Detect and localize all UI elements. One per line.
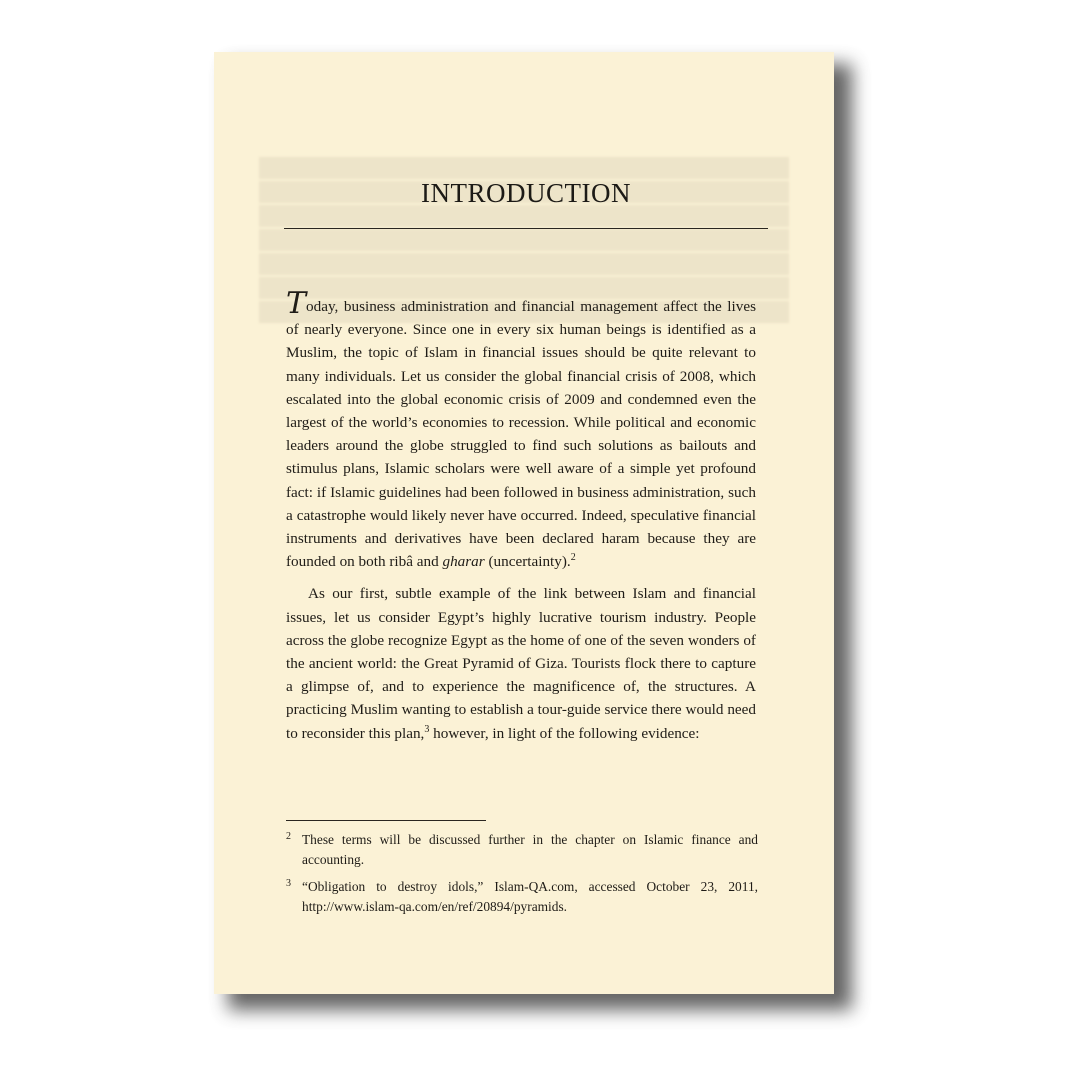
paragraph-2 xyxy=(286,582,756,744)
footnote-number: 2 xyxy=(286,831,291,842)
footnote-ref-2: 2 xyxy=(570,552,576,564)
footnote-rule xyxy=(286,820,486,821)
paragraph-2-end: however, in light of the following evidence: xyxy=(429,724,700,742)
paragraph-1-text: oday, business administration and financial management affect the lives of nearly everyone. Since one in every six human beings is identified as a Muslim, the topic of Islam in financial issues should be quite relevant to many individuals. Let us consider the global financial crisis of 2008, which escalated into the global economic crisis of 2009 and condemned even the largest of the world’s economies to recession. While political and economic leaders around the globe struggled to find such solutions as bailouts and stimulus plans, Islamic scholars were well aware of a simple yet profound fact: if Islamic guidelines had been followed in business administration, such a catastrophe would likely never have occurred. Indeed, speculative financial instruments and derivatives have been declared haram because they are founded on both ribâ and xyxy=(286,298,756,571)
title-rule xyxy=(284,228,768,229)
paragraph-2-text: As our first, subtle example of the link between Islam and financial issues, let us consider Egypt’s highly lucrative tourism industry. People across the globe recognize Egypt as the home of one of the seven wonders of the ancient world: the Great Pyramid of Giza. Tourists flock there to capture a glimpse of, and to experience the magnificence of, the structures. A practicing Muslim wanting to establish a tour-guide service there would need to reconsider this plan, xyxy=(286,585,756,742)
footnote-number: 3 xyxy=(286,878,291,889)
footnote xyxy=(286,877,758,917)
footnote xyxy=(286,830,758,870)
footnotes xyxy=(286,830,758,924)
footnote-text: These terms will be discussed further in the chapter on Islamic finance and accounting. xyxy=(302,832,758,867)
footnote-text: “Obligation to destroy idols,” Islam-QA.com, accessed October 23, 2011, http://www.islam-qa.com/en/ref/20894/pyramids. xyxy=(302,879,758,914)
paragraph-1-end: (uncertainty). xyxy=(484,553,571,571)
paragraph-1 xyxy=(286,286,756,573)
body-text xyxy=(286,286,756,745)
italic-term: gharar xyxy=(442,553,485,571)
drop-cap: T xyxy=(286,286,307,321)
chapter-title: INTRODUCTION xyxy=(421,178,631,208)
book-page xyxy=(214,52,834,994)
footnote-ref-3: 3 xyxy=(424,723,430,735)
